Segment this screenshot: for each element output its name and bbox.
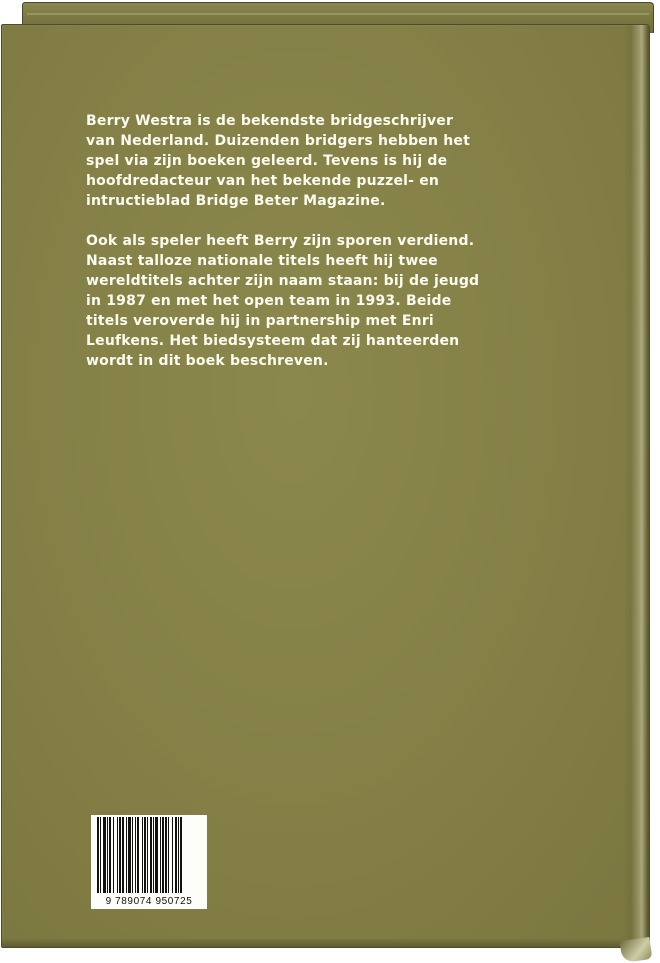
barcode-bar <box>155 817 158 893</box>
barcode-bar <box>122 817 124 893</box>
isbn-number: 9 789074 950725 <box>105 896 193 907</box>
cover-corner <box>620 937 653 963</box>
barcode-bar <box>178 817 179 893</box>
barcode-bar <box>168 817 169 893</box>
barcode-bar <box>144 817 146 893</box>
cover-edge-highlight <box>623 25 649 947</box>
barcode-bar <box>150 817 152 893</box>
barcode-bar <box>147 817 148 893</box>
blurb-line: van Nederland. Duizenden bridgers hebben het <box>86 133 470 149</box>
blurb-line: Berry Westra is de bekendste bridgeschrijver <box>86 113 454 129</box>
blurb-paragraph-2 <box>86 231 566 371</box>
barcode-bar <box>113 817 114 893</box>
barcode-bar <box>172 817 173 893</box>
blurb-line: Leufkens. Het biedsysteem dat zij hanteerden <box>86 333 460 349</box>
blurb-line: wereldtitels achter zijn naam staan: bij de jeugd <box>86 273 480 289</box>
blurb-line: wordt in dit boek beschreven. <box>86 353 329 369</box>
blurb-line: titels veroverde hij in partnership met Enri <box>86 313 434 329</box>
barcode-bar <box>103 817 106 893</box>
author-blurb <box>86 111 566 371</box>
barcode-bar <box>97 817 99 893</box>
blurb-paragraph-1 <box>86 111 566 211</box>
barcode-bar <box>132 817 133 893</box>
barcode-bar <box>126 817 127 893</box>
blurb-line: Naast talloze nationale titels heeft hij twee <box>86 253 438 269</box>
barcode-bar <box>109 817 111 893</box>
barcode-bar <box>153 817 154 893</box>
barcode-bar <box>128 817 131 893</box>
barcode-bar <box>100 817 101 893</box>
barcode-bar <box>107 817 108 893</box>
barcode-bar <box>142 817 143 893</box>
barcode-bar <box>165 817 167 893</box>
barcode-bar <box>175 817 177 893</box>
blurb-line: hoofdredacteur van het bekende puzzel- en <box>86 173 440 189</box>
barcode-bar <box>160 817 161 893</box>
blurb-line: Ook als speler heeft Berry zijn sporen verdiend. <box>86 233 475 249</box>
barcode-bar <box>117 817 118 893</box>
barcode-bar <box>137 817 139 893</box>
barcode-icon <box>95 817 203 893</box>
isbn-barcode <box>91 815 207 909</box>
barcode-bar <box>162 817 164 893</box>
cover-bottom-edge <box>2 939 649 947</box>
barcode-bar <box>135 817 136 893</box>
blurb-line: intructieblad Bridge Beter Magazine. <box>86 193 386 209</box>
blurb-line: spel via zijn boeken geleerd. Tevens is hij de <box>86 153 448 169</box>
barcode-bar <box>180 817 182 893</box>
barcode-bar <box>119 817 121 893</box>
blurb-line: in 1987 en met het open team in 1993. Beide <box>86 293 452 309</box>
